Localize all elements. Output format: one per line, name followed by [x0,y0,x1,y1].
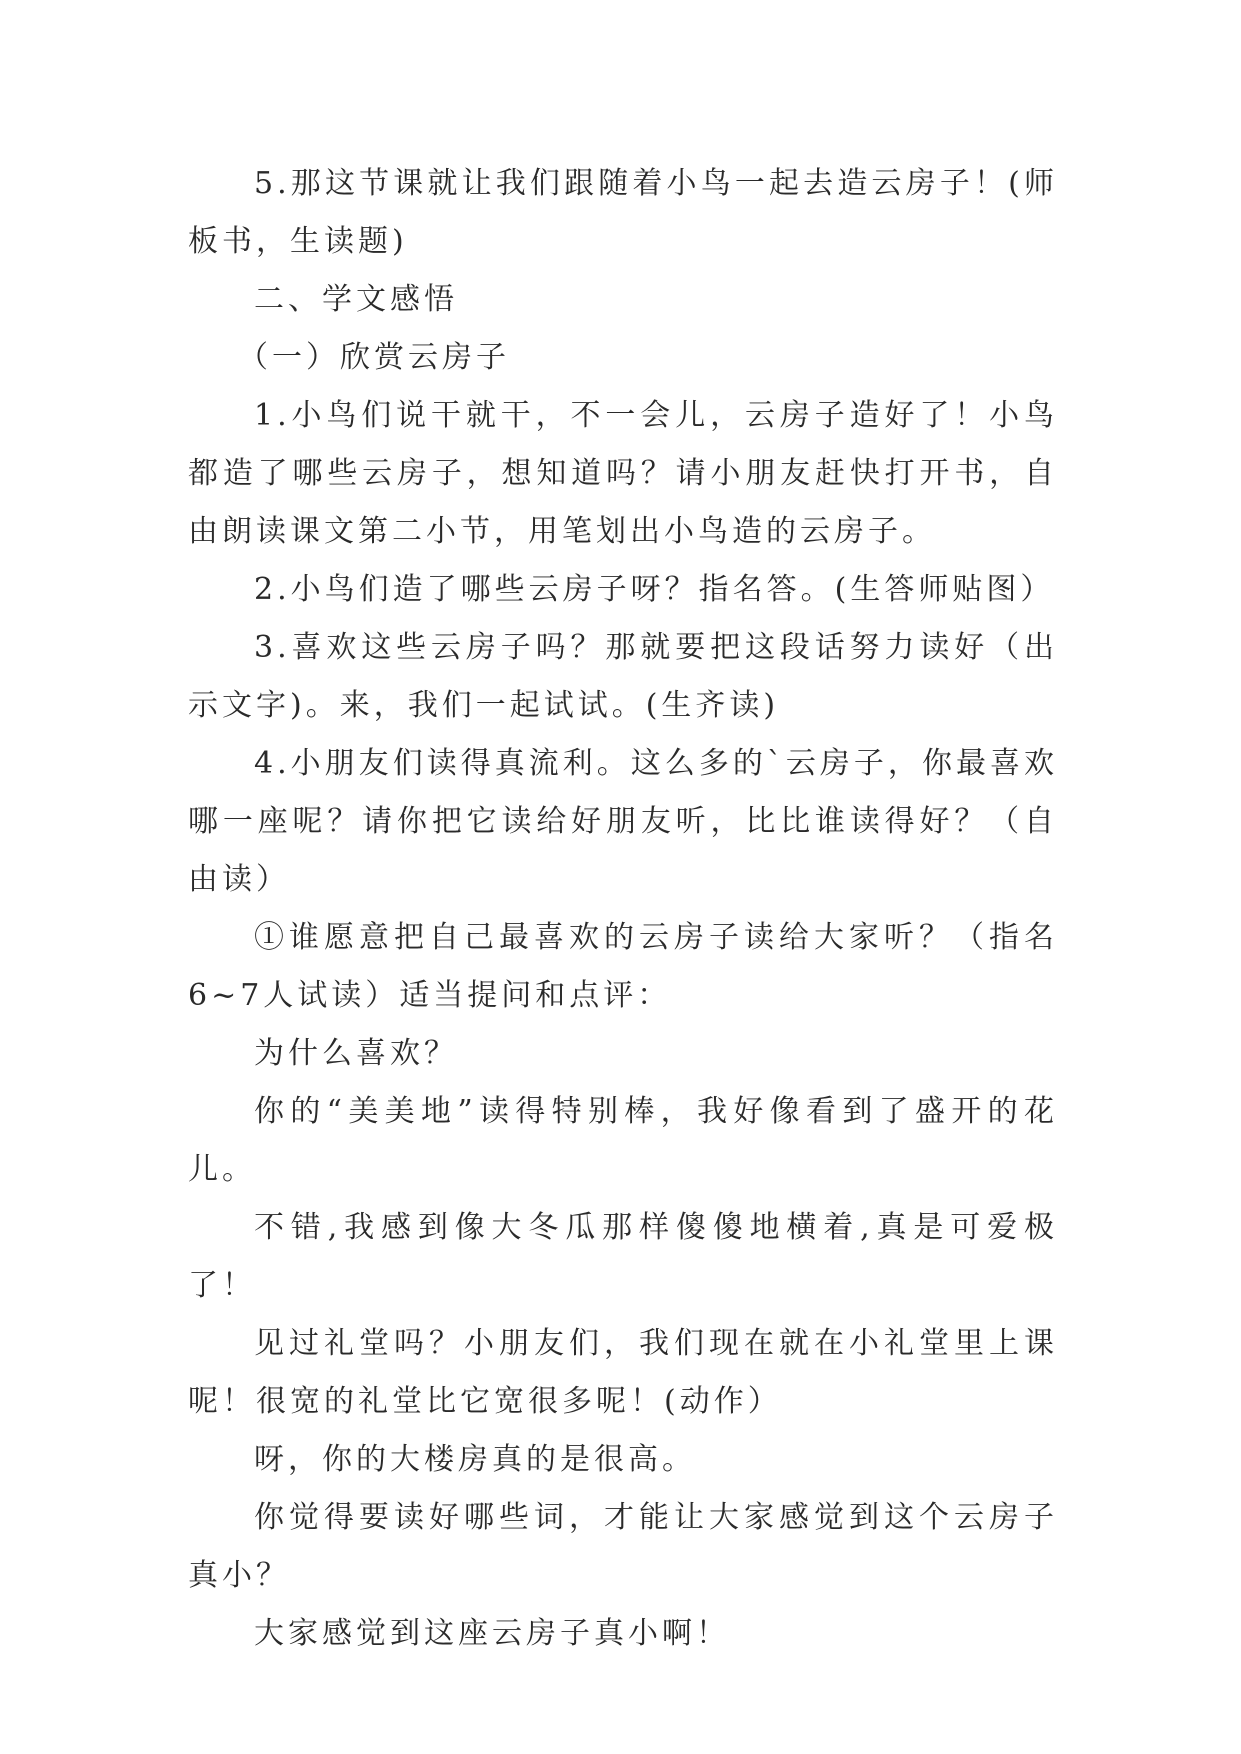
paragraph: 呀，你的大楼房真的是很高。 [254,1442,696,1477]
paragraph: 大家感觉到这座云房子真小啊！ [254,1616,730,1651]
document-body [188,155,1058,1663]
subsection-heading: （一）欣赏云房子 [238,340,510,375]
paragraph: 你觉得要读好哪些词，才能让大家感觉到这个云房子真小？ [188,1500,1058,1593]
section-heading: 二、学文感悟 [254,282,458,317]
paragraph: 见过礼堂吗？小朋友们，我们现在就在小礼堂里上课呢！很宽的礼堂比它宽很多呢！(动作） [188,1326,1058,1419]
paragraph: 4.小朋友们读得真流利。这么多的`云房子，你最喜欢哪一座呢？请你把它读给好朋友听，比比谁读得好？（自由读） [188,746,1058,897]
paragraph: 你的“美美地”读得特别棒，我好像看到了盛开的花儿。 [188,1094,1058,1187]
paragraph: 2.小鸟们造了哪些云房子呀？指名答。(生答师贴图） [254,572,1055,607]
paragraph: 不错,我感到像大冬瓜那样傻傻地横着,真是可爱极了！ [188,1210,1058,1303]
paragraph: 1.小鸟们说干就干，不一会儿，云房子造好了！小鸟都造了哪些云房子，想知道吗？请小朋友赶快打开书，自由朗读课文第二小节，用笔划出小鸟造的云房子。 [188,398,1058,549]
paragraph: ①谁愿意把自己最喜欢的云房子读给大家听？（指名6~7人试读）适当提问和点评： [188,920,1058,1013]
paragraph: 3.喜欢这些云房子吗？那就要把这段话努力读好（出示文字)。来，我们一起试试。(生齐读) [188,630,1058,723]
paragraph: 5.那这节课就让我们跟随着小鸟一起去造云房子！(师板书，生读题) [188,166,1058,259]
paragraph: 为什么喜欢？ [254,1036,458,1071]
